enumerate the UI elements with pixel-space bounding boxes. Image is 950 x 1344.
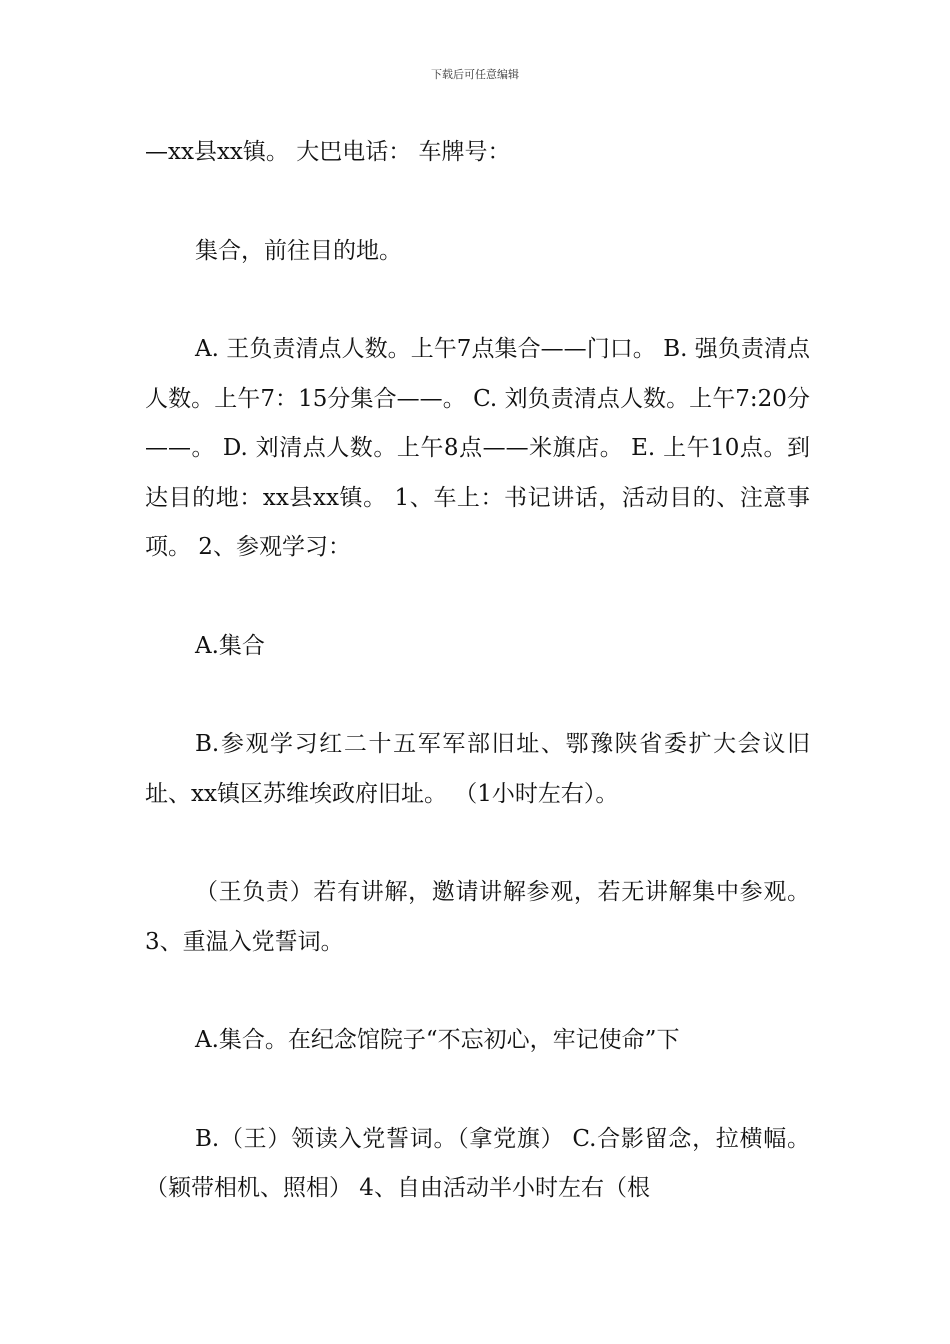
document-body — [145, 128, 810, 1263]
paragraph-schedule: A. 王负责清点人数。上午7点集合——门口。 B. 强负责清点人数。上午7：15分集合——。 C. 刘负责清点人数。上午7:20分——。 D. 刘清点人数。上午8点——米旗店。 E. 上午10点。到达目的地：xx县xx镇。 1、车上：书记讲话，活动目的、注意事项。 2、参观学习： — [145, 336, 810, 560]
paragraph-item-b-visit: B.参观学习红二十五军军部旧址、鄂豫陕省委扩大会议旧址、xx镇区苏维埃政府旧址。 （1小时左右）。 — [145, 731, 810, 807]
page-header: 下载后可任意编辑 — [431, 68, 519, 81]
paragraph-location: —xx县xx镇。 大巴电话： 车牌号： — [145, 139, 511, 165]
paragraph-oath-assembly: A.集合。在纪念馆院子“不忘初心，牢记使命”下 — [195, 1027, 680, 1053]
paragraph-guide-oath: （王负责）若有讲解，邀请讲解参观，若无讲解集中参观。 3、重温入党誓词。 — [145, 879, 810, 955]
paragraph-item-a: A.集合 — [195, 632, 265, 659]
paragraph-oath-photo: B.（王）领读入党誓词。（拿党旗） C.合影留念，拉横幅。（颖带相机、照相） 4、自由活动半小时左右（根 — [145, 1125, 810, 1201]
paragraph-assembly: 集合，前往目的地。 — [195, 237, 402, 264]
